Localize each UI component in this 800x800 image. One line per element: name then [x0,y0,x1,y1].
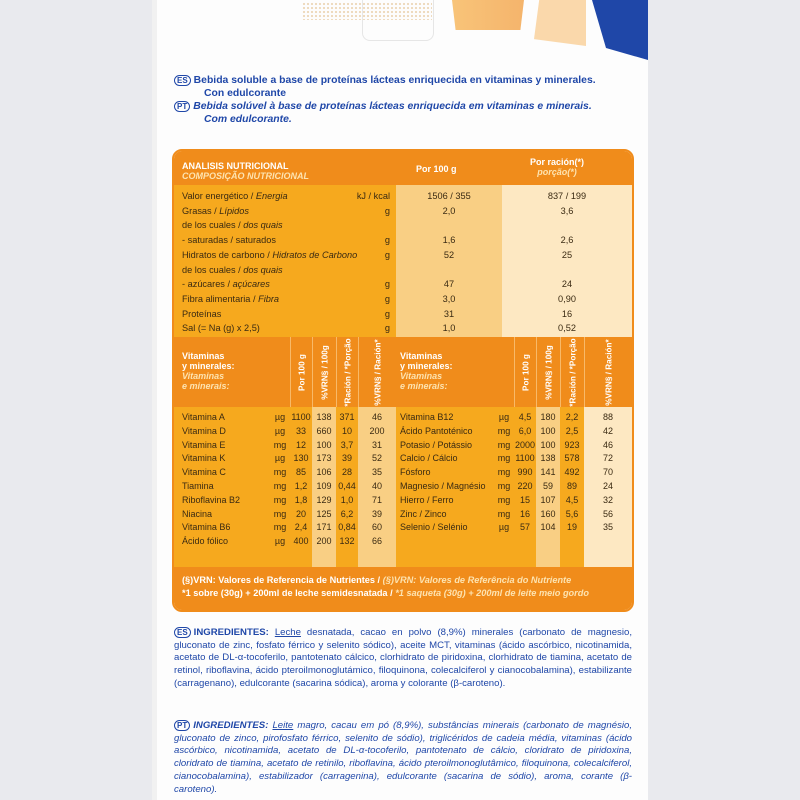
vitamin-value: 2,4 [294,522,308,533]
ingredients-es-allergen: Leche [274,627,301,638]
nutrient-unit: kJ / kcal [356,191,390,201]
package-panel [152,0,648,800]
nutrition-row [174,277,632,291]
vitamin-value: 1,2 [294,481,308,491]
nutrient-unit: g [384,249,390,260]
vit-head-es-1: Vitaminas [182,351,225,361]
nutrition-row [174,263,632,277]
nutrient-name: Sal (= Na (g) x 2,5) [182,323,260,334]
vitamin-unit: mg [497,481,511,491]
orange-brand-shape [452,0,524,30]
vitamin-value: 100 [316,439,332,450]
vitamin-value: 173 [316,453,332,464]
vitamins-col-header-label: %VRN§ / 100g [544,345,554,400]
product-description [174,74,634,126]
vitamin-value: 32 [602,494,613,505]
vitamin-value: 2,5 [565,425,579,436]
vitamins-col-header-label: *Ración / *Porção [568,338,578,407]
vitamin-value: 46 [602,439,613,450]
vitamin-name: Vitamina C [182,467,226,478]
vitamin-value: 492 [564,467,580,478]
vitamins-col-header [536,337,561,407]
ingredients-pt-allergen: Leite [272,720,294,731]
vitamin-value: 39 [341,453,352,464]
vitamin-unit: mg [273,467,287,478]
nutrition-row [174,307,632,321]
vitamin-value: 4,5 [518,412,532,422]
nutrition-row [174,248,632,262]
lang-tag-pt-ingr: PT [174,720,190,731]
vitamin-row [174,508,632,521]
lang-tag-pt: PT [174,101,190,112]
vitamin-row [174,439,632,452]
vitamin-value: 130 [293,453,309,464]
vitamins-col-header-label: Por 100 g [521,354,531,391]
nutrient-value-racion: 3,6 [560,205,574,216]
vitamins-col-header [584,337,633,407]
vitamin-unit: µg [274,425,286,436]
vitamin-value: 24 [602,481,613,491]
ingredients-pt-text: magro, cacau em pó (8,9%), substâncias minerais (carbonato de magnésio, gluconato de zinco, pirofosfato férrico, selenito de sódio), triglicéridos de cadeia média, vitaminas (ácido ascórbico, nicotinamida, acetato de DL-α-tocoferilo, pantotenato de cálcio, cloridrato de piridoxina, cloridrato de tiamina, acetato de retinilo, riboflavina, ácido pteroilmonoglutâmico, filoquinona, colecalciferol, cianocobalamina), estabilizador (carragenina), edulcorante (sacarina de sódio), aroma, corante (β-caroteno). [174,720,632,795]
vitamins-col-header [514,337,537,407]
vitamin-value: 40 [371,481,382,491]
vitamin-value: 923 [564,439,580,450]
vitamin-value: 578 [564,453,580,464]
vitamin-name: Vitamina B12 [400,412,454,422]
nutrient-unit: g [384,235,390,246]
nutrient-value-racion: 2,6 [560,235,574,246]
vitamin-name: Vitamina B6 [182,522,231,533]
vitamin-name: Potasio / Potássio [400,439,473,450]
vitamin-unit: mg [273,481,287,491]
box-tab-outline [362,0,434,41]
nutrient-value-100g: 2,0 [442,205,456,216]
vitamin-unit: mg [273,508,287,519]
blue-brand-shape [592,0,648,60]
vitamin-value: 138 [316,412,332,422]
vitamin-unit: mg [273,439,287,450]
vitamin-value: 46 [371,412,382,422]
vit-head-es-2-r: y minerales: [400,361,453,371]
vitamin-name: Hierro / Ferro [400,494,454,505]
vit-head-es-2: y minerales: [182,361,235,371]
ingredients-pt [174,719,632,796]
vitamin-value: 39 [371,508,382,519]
nutrition-row [174,233,632,247]
vitamins-header-right [400,351,453,391]
vitamin-value: 66 [371,536,382,547]
vitamin-name: Tiamina [182,481,214,491]
footnote-serving-es: *1 sobre (30g) + 200ml de leche semidesnatada / [182,588,396,598]
vitamin-value: 200 [316,536,332,547]
nutrition-title [182,161,309,181]
nutrient-name: de los cuales / dos quais [182,220,283,231]
vitamin-value: 3,7 [340,439,354,450]
vitamin-value: 31 [371,439,382,450]
nutrition-footnotes [174,567,632,610]
nutrient-name: Hidratos de carbono / Hidratos de Carbono [182,249,358,260]
vitamin-row [174,521,632,534]
vitamin-value: 220 [517,481,533,491]
nutrient-value-100g: 1,0 [442,323,456,334]
nutrition-row [174,204,632,218]
nutrient-value-racion: 837 / 199 [547,191,587,201]
col-header-racion-es: Por ración(*) [530,157,585,167]
nutrition-title-es: ANALISIS NUTRICIONAL [182,161,289,171]
package-fold-edge [152,0,157,800]
vitamin-unit: µg [274,412,286,422]
orange-brand-shape-2 [534,0,586,46]
vitamin-name: Vitamina D [182,425,226,436]
nutrient-value-100g: 47 [443,279,455,290]
nutrient-value-racion: 0,90 [558,293,576,304]
ingredients-es [174,626,632,691]
vitamin-value: 1100 [291,412,311,422]
ingredients-es-label: INGREDIENTES: [193,627,269,638]
desc-pt-line1: Bebida solúvel à base de proteínas lácteas enriquecida em vitaminas e minerais. [193,101,592,112]
vitamin-value: 141 [540,467,556,478]
vitamins-col-header-label: *Ración / *Porção [343,338,353,407]
nutrition-row [174,321,632,335]
col-header-racion [530,157,584,177]
vitamin-value: 6,2 [340,508,354,519]
vitamin-value: 125 [316,508,332,519]
vitamins-col-header-label: %VRN§ / 100g [320,345,330,400]
vitamins-col-header [312,337,337,407]
vitamin-value: 33 [295,425,306,436]
col-header-racion-pt: porção(*) [537,167,577,177]
vitamin-value: 180 [540,412,556,422]
vitamins-col-header [560,337,585,407]
vitamin-unit: mg [273,494,287,505]
vitamin-value: 89 [566,481,577,491]
vitamin-value: 132 [339,536,355,547]
nutrient-unit: g [384,323,390,334]
vitamin-value: 100 [540,425,556,436]
vitamin-value: 70 [602,467,613,478]
vitamin-value: 19 [566,522,577,533]
vitamins-col-header [290,337,313,407]
lang-tag-es: ES [174,75,191,86]
vitamin-unit: µg [498,522,510,533]
vitamin-unit: mg [497,439,511,450]
nutrient-name: - azúcares / açúcares [182,279,270,290]
vitamin-unit: mg [497,467,511,478]
nutrition-row [174,292,632,306]
vitamin-value: 57 [519,522,530,533]
vitamins-header-left [182,351,235,391]
vitamins-col-header-label: %VRN§ / Ración* [604,339,614,406]
vitamin-unit: mg [273,522,287,533]
top-brand-decoration [152,0,648,62]
vitamin-unit: mg [497,508,511,519]
vitamin-unit: mg [497,494,511,505]
nutrient-unit: g [384,308,390,319]
vitamin-value: 15 [519,494,530,505]
vitamin-value: 16 [519,508,530,519]
vitamins-col-header [358,337,397,407]
vitamin-name: Selenio / Selénio [400,522,468,533]
vitamin-value: 2,2 [565,412,579,422]
vitamin-value: 56 [602,508,613,519]
vitamin-value: 20 [295,508,306,519]
vitamins-section [174,337,632,567]
vit-head-pt-2-r: e minerais: [400,381,448,391]
nutrition-table [172,149,634,612]
vitamin-name: Ácido Pantoténico [400,425,473,436]
nutrient-name: Proteínas [182,308,222,319]
footnote-vrn-es: (§)VRN: Valores de Referencia de Nutrientes / [182,575,383,585]
ingredients-pt-label: INGREDIENTES: [193,720,269,731]
nutrient-value-100g: 1506 / 355 [427,191,471,201]
vit-head-pt-1: Vitaminas [182,371,225,381]
nutrition-title-pt: COMPOSIÇÃO NUTRICIONAL [182,171,309,181]
nutrient-name: Valor energético / Energia [182,191,288,201]
vitamin-value: 12 [295,439,306,450]
footnote-vrn-pt: (§)VRN: Valores de Referência do Nutriente [382,575,572,585]
col-header-100g: Por 100 g [416,164,457,174]
nutrient-value-100g: 31 [443,308,455,319]
vitamin-row [174,425,632,438]
nutrient-value-racion: 0,52 [558,323,576,334]
vit-head-pt-1-r: Vitaminas [400,371,443,381]
vitamins-col-header-label: Por 100 g [297,354,307,391]
vitamin-value: 109 [316,481,332,491]
nutrition-row [174,218,632,232]
vitamin-value: 4,5 [565,494,579,505]
vitamin-row [174,480,632,493]
footnote-serving-pt: *1 saqueta (30g) + 200ml de leite meio gordo [395,588,589,598]
vitamin-value: 72 [602,453,613,464]
lang-tag-es-ingr: ES [174,627,191,638]
footnote-vrn [182,574,571,586]
nutrient-unit: g [384,205,390,216]
vitamin-row [174,452,632,465]
vitamin-value: 5,6 [565,508,579,519]
vitamin-value: 1,0 [340,494,354,505]
nutrient-value-100g: 52 [443,249,455,260]
vitamin-name: Fósforo [400,467,431,478]
vitamin-name: Calcio / Cálcio [400,453,458,464]
nutrition-header [174,151,632,185]
vitamin-value: 0,44 [338,481,356,491]
vitamin-value: 42 [602,425,613,436]
footnote-serving [182,587,589,599]
desc-es-line1: Bebida soluble a base de proteínas lácteas enriquecida en vitaminas y minerales. [193,75,596,86]
nutrient-value-racion: 16 [561,308,573,319]
vitamin-value: 88 [602,412,613,422]
nutrient-name: Grasas / Lípidos [182,205,249,216]
vitamin-name: Ácido fólico [182,536,229,547]
vitamin-value: 0,84 [338,522,356,533]
vitamin-value: 1100 [515,453,535,464]
vitamin-unit: mg [497,425,511,436]
vit-head-pt-2: e minerais: [182,381,230,391]
vitamin-value: 52 [371,453,382,464]
nutrient-name: - saturadas / saturados [182,235,276,246]
vitamin-name: Vitamina K [182,453,226,464]
ingredients-es-text: desnatada, cacao en polvo (8,9%) minerales (carbonato de magnesio, gluconato de zinc, fosfato férrico y selenito sódico), aceite MCT, vitaminas (ácido ascórbico, nicotinamida, acetato de DL-α-tocoferilo, pantotenato cálcico, clorhidrato de piridoxina, clorhidrato de tiamina, acetato de retinol, riboflavina, ácido pteroilmonoglutámico, filoquinona, colecalciferol y cianocobalamina), estabilizante (carragenano), edulcorante (sacarina sódica), aroma y colorante (β-caroteno). [174,627,632,689]
desc-es-line2: Con edulcorante [204,88,286,99]
vitamin-value: 71 [371,494,382,505]
vitamin-unit: µg [274,536,286,547]
vitamin-name: Magnesio / Magnésio [400,481,486,491]
vitamin-value: 160 [540,508,556,519]
vitamin-value: 129 [316,494,332,505]
vitamin-name: Vitamina E [182,439,226,450]
nutrient-value-100g: 1,6 [442,235,456,246]
nutrient-unit: g [384,279,390,290]
vitamin-value: 104 [540,522,556,533]
vitamin-value: 371 [339,412,355,422]
vitamin-value: 1,8 [294,494,308,505]
vitamin-name: Niacina [182,508,213,519]
vitamin-value: 400 [293,536,309,547]
vitamin-value: 171 [316,522,332,533]
vitamin-value: 138 [540,453,556,464]
vitamin-value: 2000 [514,439,536,450]
desc-pt-line2: Com edulcorante. [204,114,292,125]
nutrient-value-racion: 24 [561,279,573,290]
vitamin-value: 35 [602,522,613,533]
vitamin-value: 85 [295,467,306,478]
vitamin-unit: mg [497,453,511,464]
vitamin-row [174,466,632,479]
vitamin-value: 6,0 [518,425,532,436]
vitamin-value: 107 [540,494,556,505]
vitamin-value: 35 [371,467,382,478]
nutrient-unit: g [384,293,390,304]
vitamin-unit: µg [274,453,286,464]
vitamin-value: 660 [316,425,332,436]
nutrient-name: de los cuales / dos quais [182,264,283,275]
vitamin-name: Vitamina A [182,412,225,422]
nutrient-name: Fibra alimentaria / Fibra [182,293,280,304]
vitamins-col-header [336,337,359,407]
vit-head-es-1-r: Vitaminas [400,351,443,361]
vitamin-value: 10 [341,425,352,436]
vitamin-row [174,411,632,424]
nutrient-value-racion: 25 [561,249,573,260]
vitamin-row [174,494,632,507]
vitamin-name: Zinc / Zinco [400,508,447,519]
vitamin-unit: µg [498,412,510,422]
vitamin-value: 28 [341,467,352,478]
vitamin-name: Riboflavina B2 [182,494,241,505]
vitamin-value: 59 [542,481,553,491]
vitamin-value: 106 [316,467,332,478]
vitamin-value: 60 [371,522,382,533]
nutrient-value-100g: 3,0 [442,293,456,304]
nutrition-row [174,189,632,203]
vitamin-value: 100 [540,439,556,450]
vitamins-col-header-label: %VRN§ / Ración* [373,339,383,406]
vitamin-value: 990 [517,467,533,478]
vitamin-value: 200 [369,425,385,436]
